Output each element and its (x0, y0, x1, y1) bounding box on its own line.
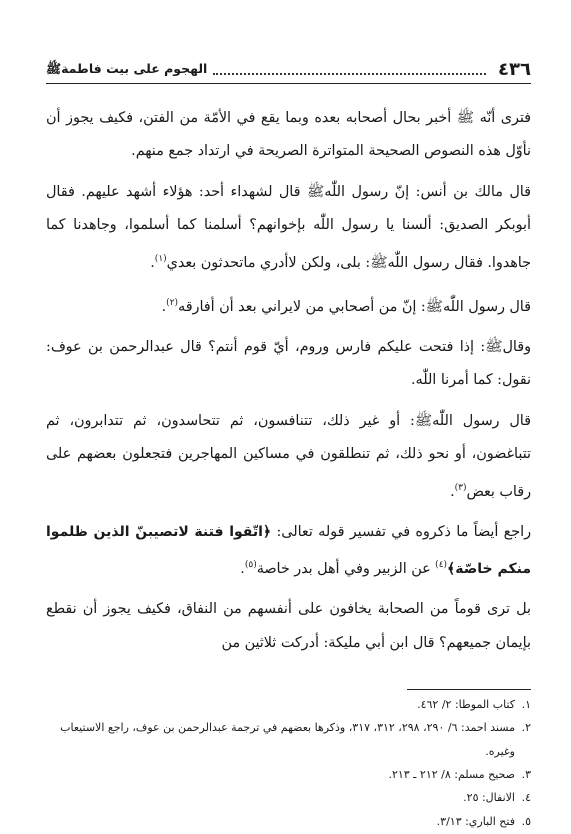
footnote-separator (407, 689, 531, 690)
paragraph: بل ترى قوماً من الصحابة يخافون على أنفسهم من النفاق، فكيف يجوز أن نقطع بإيمان جميعهم؟ قال ابن أبي مليكة: أدركت ثلاثين من (46, 601, 531, 651)
footnotes (46, 693, 531, 833)
paragraph: وقالﷺ: إذا فتحت عليكم فارس وروم، أيّ قوم أنتم؟ قال عبدالرحمن بن عوف: نقول: كما أمرنا اللّٰه. (46, 338, 531, 389)
footnote-marker: (١) (154, 253, 167, 264)
footnote: ٣. صحيح مسلم: ٨/ ٢١٢ ـ ٢١٣. (388, 768, 531, 782)
main-text (46, 102, 531, 660)
paragraph: قال مالك بن أنس: إنّ رسول اللّٰهﷺ قال لشهداء أحد: هؤلاء أشهد عليهم. فقال أبوبكر الصديق: ألسنا يا رسول اللّٰه بإخوانهم؟ أسلمنا كما أسلموا، وجاهدنا كما جاهدوا. فقال رسول اللّٰهﷺ: بلى، ولكن لاأدري ماتحدثون بعدي$^{(١)}$. (46, 183, 531, 271)
footnote: ٤. الانفال: ٢٥. (463, 791, 531, 805)
footnote-marker: (٢) (166, 297, 179, 308)
footnote-marker: (٥) (244, 560, 257, 571)
page-number: ٤٣٦ (498, 59, 531, 80)
page-header (46, 52, 531, 84)
footnote: ٢. مسند احمد: ٦/ ٢٩٠، ٢٩٨، ٣١٢، ٣١٧، وذكرها بعضهم في ترجمة عبدالرحمن بن عوف، راجع الاستيعاب وغيره. (60, 721, 531, 758)
paragraph: قال رسول اللّٰهﷺ: أو غير ذلك، تتنافسون، ثم تتحاسدون، ثم تتدابرون، ثم تتباغضون، أو نحو ذلك، ثم تنطلقون في مساكين المهاجرين فتجعلون بعضهم على رقاب بعض$^{(٣)}$. (46, 412, 531, 500)
footnote: ٥. فتح الباري: ٣/١٣. (436, 814, 531, 828)
footnote-marker: (٣) (454, 482, 467, 493)
paragraph: قال رسول اللّٰهﷺ: إنّ من أصحابي من لايراني بعد أن أفارقه$^{(٢)}$. (161, 297, 531, 315)
paragraph: راجع أيضاً ما ذكروه في تفسير قوله تعالى: ﴿اتّقوا فتنة لاتصيبنّ الذين ظلموا منكم خاصّة﴾$^{(٤)}$ عن الزبير وفي أهل بدر خاصة$^{(٥)}$. (46, 523, 531, 577)
book-page (46, 52, 531, 833)
footnote-marker: (٤) (435, 560, 448, 571)
running-title: الهجوم على بيت فاطمةﷺ (46, 61, 208, 76)
quran-verse: ﴿اتّقوا فتنة لاتصيبنّ الذين ظلموا منكم خاصّة﴾ (46, 523, 531, 577)
paragraph: فترى أنّه ﷺ أخبر بحال أصحابه بعده وبما يقع في الأمّة من الفتن، فكيف يجوز أن نأوّل هذه النصوص الصحيحة المتواترة الصريحة في ارتداد جمع منهم. (46, 110, 531, 160)
header-leader-dots (213, 64, 486, 75)
footnote: ١. كتاب الموطا: ٢/ ٤٦٢. (417, 698, 531, 712)
